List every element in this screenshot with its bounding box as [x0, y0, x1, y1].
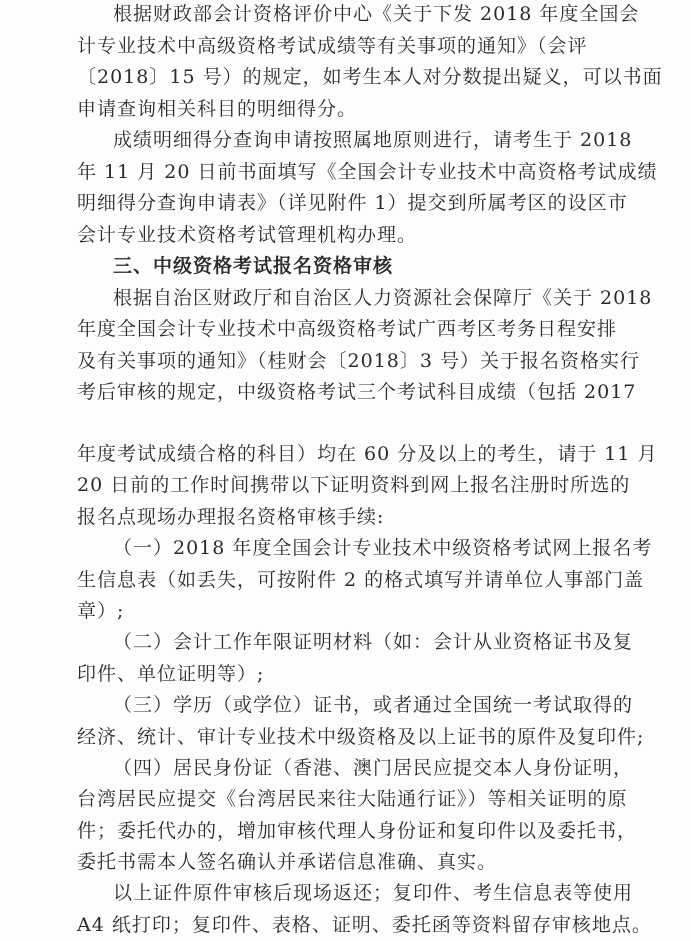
document-body-part-1 — [77, 0, 663, 409]
text-line: A4 纸打印；复印件、表格、证明、委托函等资料留存审核地点。 — [77, 913, 652, 936]
text-line: 考后审核的规定，中级资格考试三个考试科目成绩（包括 2017 — [77, 381, 637, 403]
text-line: 经济、统计、审计专业技术中级资格及以上证书的原件及复印件; — [77, 725, 645, 748]
text-line: 印件、单位证明等）; — [77, 662, 265, 685]
text-line: 20 日前的工作时间携带以下证明资料到网上报名注册时所选的 — [77, 474, 631, 497]
text-line: 章）; — [77, 599, 125, 622]
text-line: 申请查询相关科目的明细得分。 — [77, 97, 358, 120]
text-line: 台湾居民应提交《台湾居民来往大陆通行证》）等相关证明的原 — [77, 788, 628, 811]
text-line: 年度全国会计专业技术中高级资格考试广西考区考务日程安排 — [77, 318, 618, 340]
text-line: 年 11 月 20 日前书面填写《全国会计专业技术中高资格考试成绩 — [77, 160, 658, 183]
text-line: 件；委托代办的，增加审核代理人身份证和复印件以及委托书， — [77, 819, 638, 842]
text-line: （二）会计工作年限证明材料（如：会计从业资格证书及复 — [113, 631, 634, 654]
text-line: 年度考试成绩合格的科目）均在 60 分及以上的考生，请于 11 月 — [77, 443, 658, 465]
text-line: 〔2018〕15 号）的规定，如考生本人对分数提出疑义，可以书面 — [77, 66, 663, 88]
text-line: 成绩明细得分查询申请按照属地原则进行，请考生于 2018 — [113, 129, 633, 151]
text-line: 会计专业技术资格考试管理机构办理。 — [77, 223, 418, 246]
text-line: （四）居民身份证（香港、澳门居民应提交本人身份证明， — [113, 756, 634, 779]
text-line: （一）2018 年度全国会计专业技术中级资格考试网上报名考 — [113, 537, 653, 560]
text-line: 根据财政部会计资格评价中心《关于下发 2018 年度全国会 — [113, 3, 640, 25]
text-line: 明细得分查询申请表》（详见附件 1）提交到所属考区的设区市 — [77, 192, 628, 214]
text-line: 委托书需本人签名确认并承诺信息准确、真实。 — [77, 851, 498, 874]
text-line: 报名点现场办理报名资格审核手续: — [77, 505, 385, 528]
text-line: 计专业技术中高级资格考试成绩等有关事项的通知》（会评 — [77, 34, 588, 57]
text-line: 生信息表（如丢失，可按附件 2 的格式填写并请单位人事部门盖 — [77, 568, 645, 591]
text-line: 以上证件原件审核后现场返还；复印件、考生信息表等使用 — [113, 882, 634, 905]
text-line: 及有关事项的通知》（桂财会〔2018〕3 号）关于报名资格实行 — [77, 349, 640, 372]
section-heading: 三、中级资格考试报名资格审核 — [113, 255, 394, 277]
text-line: （三）学历（或学位）证书，或者通过全国统一考试取得的 — [113, 694, 634, 717]
text-line: 根据自治区财政厅和自治区人力资源社会保障厅《关于 2018 — [113, 286, 653, 309]
document-body-part-2 — [77, 439, 658, 941]
